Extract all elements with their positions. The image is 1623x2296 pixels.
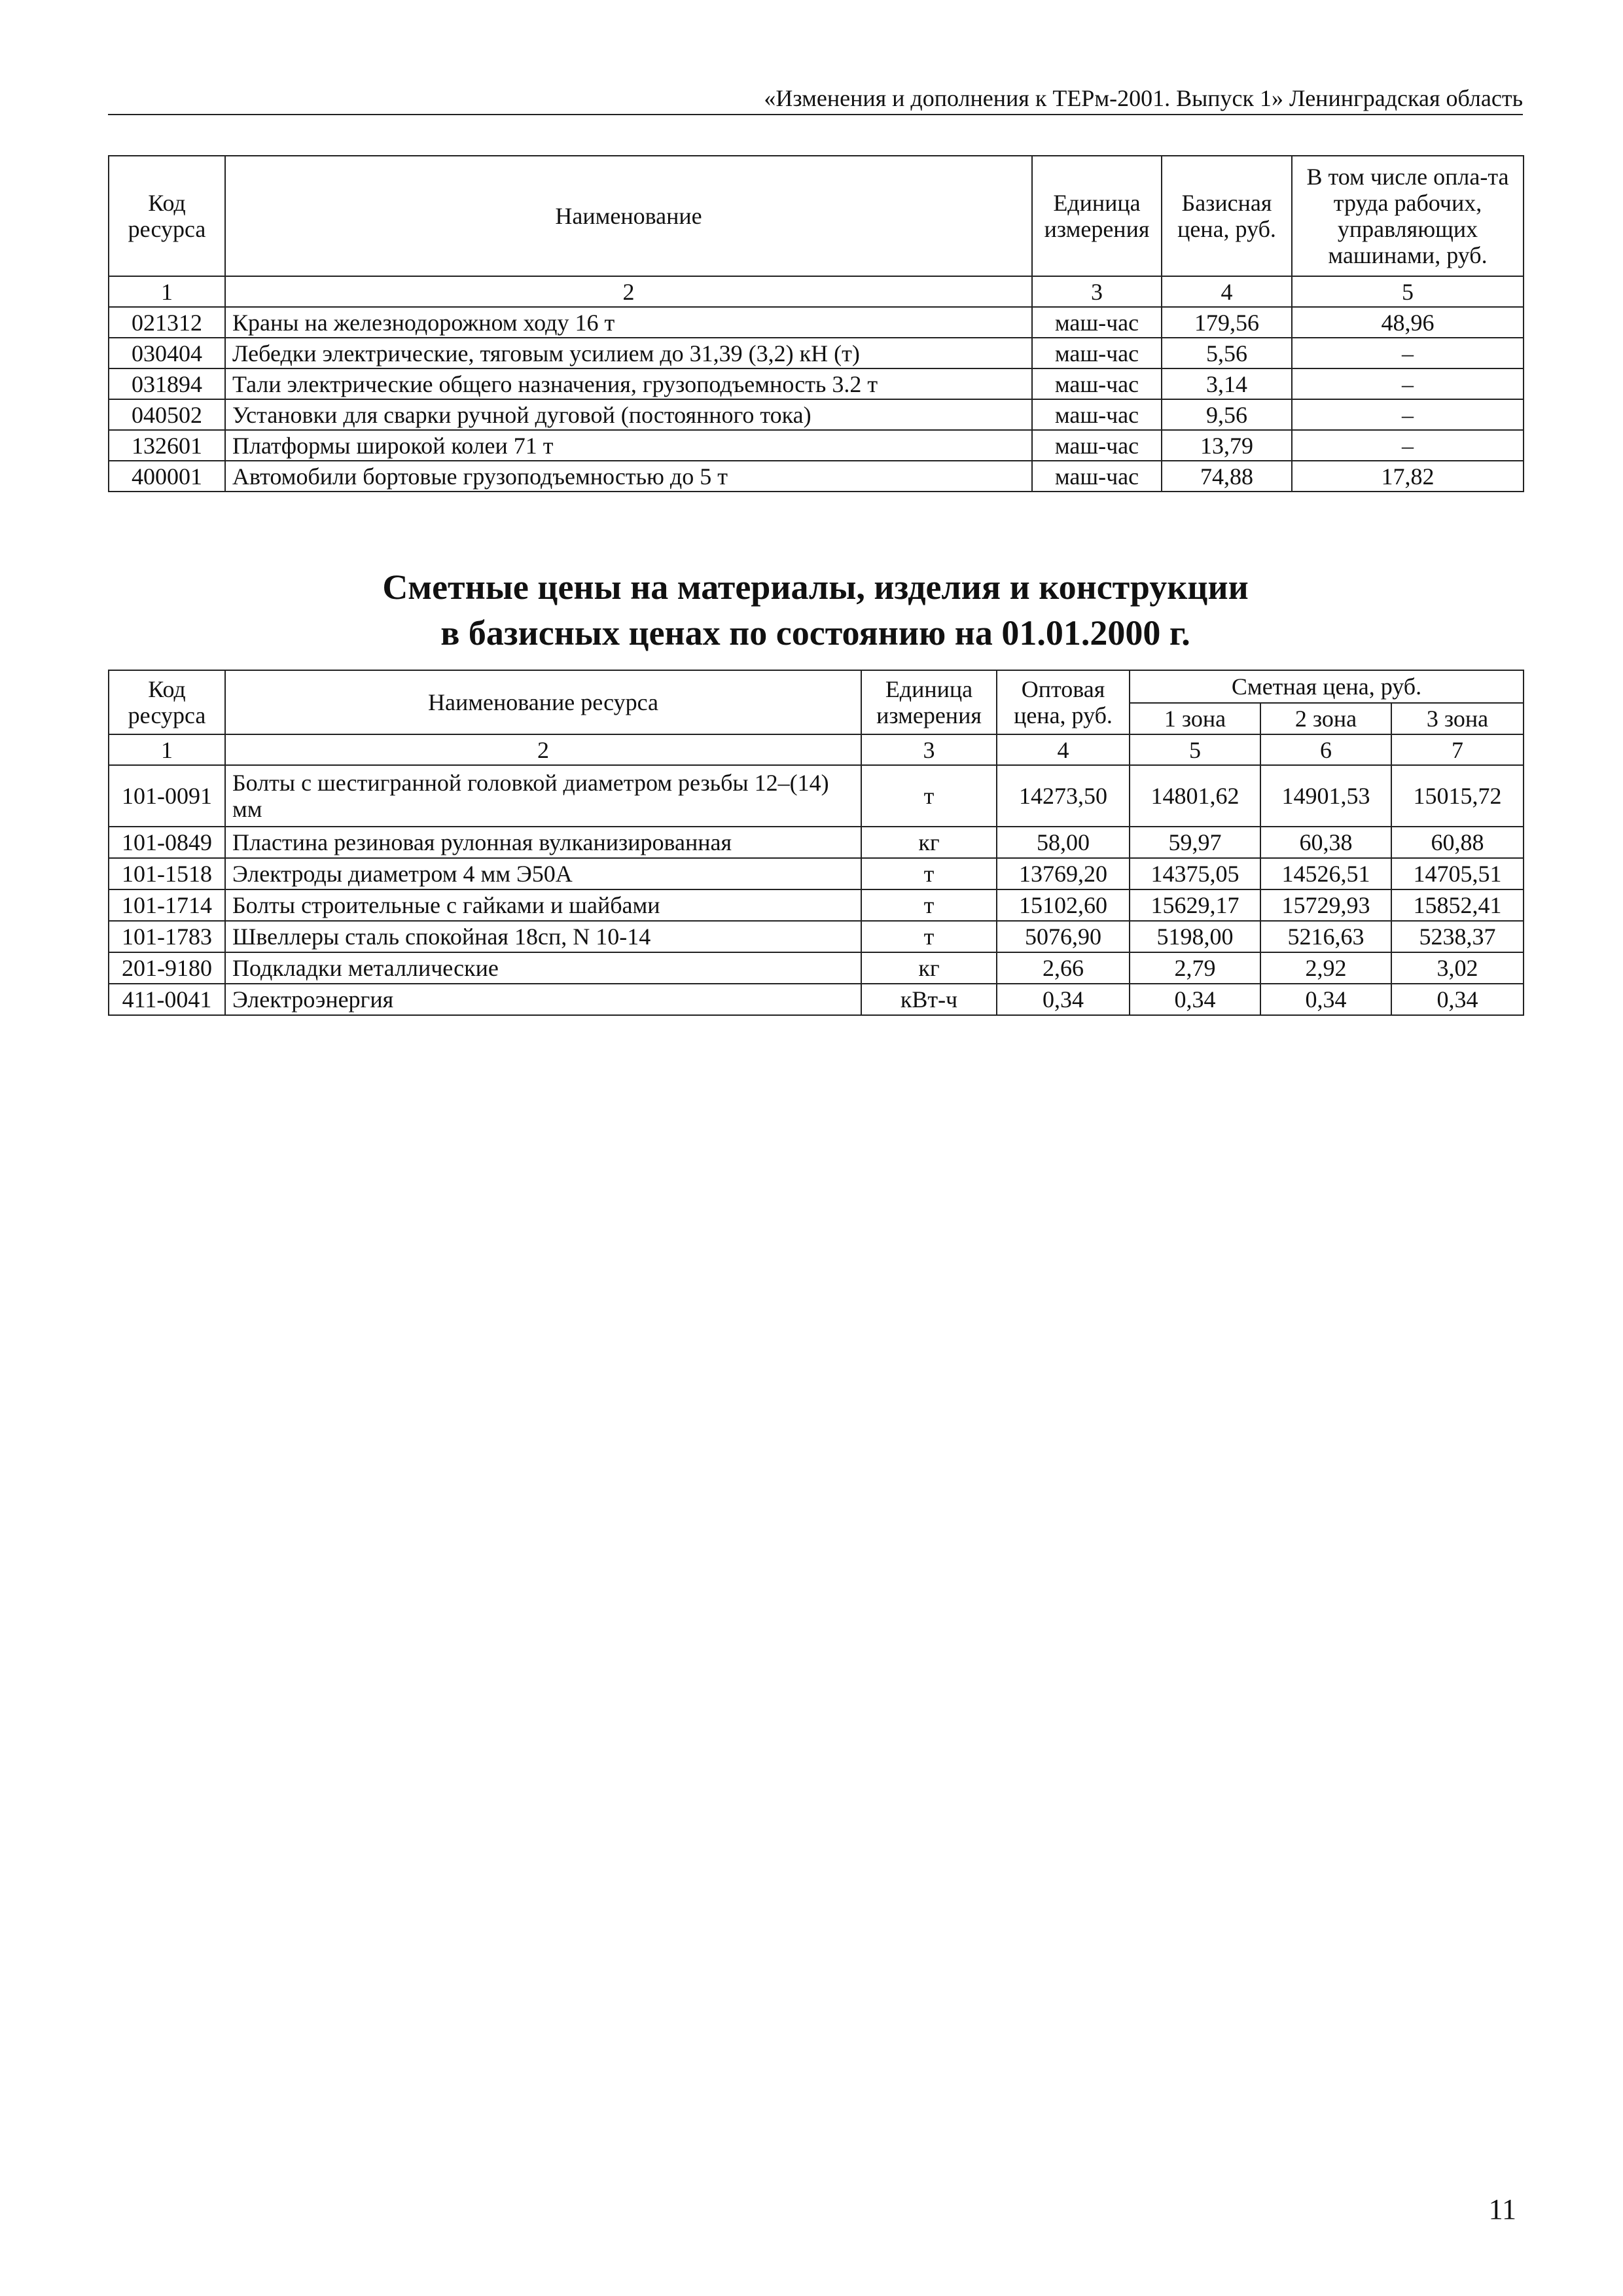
resource-name: Болты с шестигранной головкой диаметром резьбы 12–(14) мм [225, 765, 861, 827]
running-title: «Изменения и дополнения к ТЕРм-2001. Выпуск 1» Ленинградская область [764, 85, 1523, 111]
materials-table [108, 670, 1524, 1016]
column-number: 4 [1162, 276, 1292, 307]
column-number: 3 [1032, 276, 1162, 307]
resource-unit: кг [861, 827, 997, 858]
zone-2-price: 14526,51 [1260, 858, 1391, 889]
column-number: 3 [861, 734, 997, 765]
resource-code: 101-0849 [109, 827, 225, 858]
table-row [109, 952, 1524, 984]
resource-code: 021312 [109, 307, 225, 338]
zone-2-price: 2,92 [1260, 952, 1391, 984]
resource-code: 101-1714 [109, 889, 225, 921]
header-unit: Единица измерения [1032, 156, 1162, 276]
wholesale-price: 58,00 [997, 827, 1130, 858]
resource-code: 411-0041 [109, 984, 225, 1015]
zone-2-price: 0,34 [1260, 984, 1391, 1015]
table-row [109, 368, 1524, 399]
zone-1-price: 5198,00 [1130, 921, 1260, 952]
resource-name: Электроэнергия [225, 984, 861, 1015]
resource-code: 101-1518 [109, 858, 225, 889]
section-title-line-2: в базисных ценах по состоянию на 01.01.2000 г. [440, 613, 1190, 653]
column-number: 7 [1391, 734, 1524, 765]
resource-unit: маш-час [1032, 368, 1162, 399]
resource-code: 040502 [109, 399, 225, 430]
base-price: 3,14 [1162, 368, 1292, 399]
wholesale-price: 5076,90 [997, 921, 1130, 952]
labor-cost: 48,96 [1292, 307, 1524, 338]
wholesale-price: 2,66 [997, 952, 1130, 984]
base-price: 179,56 [1162, 307, 1292, 338]
zone-3-price: 15852,41 [1391, 889, 1524, 921]
zone-3-price: 3,02 [1391, 952, 1524, 984]
resource-code: 201-9180 [109, 952, 225, 984]
labor-cost: – [1292, 368, 1524, 399]
resource-code: 030404 [109, 338, 225, 368]
resource-name: Платформы широкой колеи 71 т [225, 430, 1032, 461]
header-zone-1: 1 зона [1130, 703, 1260, 734]
column-number-row [109, 276, 1524, 307]
labor-cost: 17,82 [1292, 461, 1524, 492]
resource-unit: маш-час [1032, 338, 1162, 368]
resource-name: Пластина резиновая рулонная вулканизированная [225, 827, 861, 858]
column-number: 2 [225, 276, 1032, 307]
zone-1-price: 14375,05 [1130, 858, 1260, 889]
header-code: Код ресурса [109, 670, 225, 734]
resource-unit: маш-час [1032, 399, 1162, 430]
base-price: 74,88 [1162, 461, 1292, 492]
section-title-line-1: Сметные цены на материалы, изделия и конструкции [382, 567, 1249, 607]
zone-2-price: 60,38 [1260, 827, 1391, 858]
labor-cost: – [1292, 430, 1524, 461]
header-code: Код ресурса [109, 156, 225, 276]
resource-unit: т [861, 889, 997, 921]
wholesale-price: 13769,20 [997, 858, 1130, 889]
zone-2-price: 5216,63 [1260, 921, 1391, 952]
resource-code: 031894 [109, 368, 225, 399]
header-zone-2: 2 зона [1260, 703, 1391, 734]
base-price: 13,79 [1162, 430, 1292, 461]
table-row [109, 858, 1524, 889]
zone-3-price: 14705,51 [1391, 858, 1524, 889]
resource-unit: т [861, 858, 997, 889]
resource-unit: кВт-ч [861, 984, 997, 1015]
zone-1-price: 59,97 [1130, 827, 1260, 858]
resource-unit: т [861, 765, 997, 827]
resource-unit: т [861, 921, 997, 952]
table-row [109, 307, 1524, 338]
table-row [109, 765, 1524, 827]
resource-name: Швеллеры сталь спокойная 18сп, N 10-14 [225, 921, 861, 952]
resource-code: 101-0091 [109, 765, 225, 827]
table-row [109, 399, 1524, 430]
page-number: 11 [1488, 2193, 1516, 2225]
wholesale-price: 14273,50 [997, 765, 1130, 827]
zone-3-price: 60,88 [1391, 827, 1524, 858]
table-row [109, 984, 1524, 1015]
header-wholesale-price: Оптовая цена, руб. [997, 670, 1130, 734]
column-number: 5 [1130, 734, 1260, 765]
labor-cost: – [1292, 338, 1524, 368]
column-number: 6 [1260, 734, 1391, 765]
resource-name: Тали электрические общего назначения, грузоподъемность 3.2 т [225, 368, 1032, 399]
header-labor-cost: В том числе опла-та труда рабочих, управляющих машинами, руб. [1292, 156, 1524, 276]
resource-name: Электроды диаметром 4 мм Э50А [225, 858, 861, 889]
machines-table [108, 155, 1524, 492]
zone-1-price: 15629,17 [1130, 889, 1260, 921]
header-name: Наименование ресурса [225, 670, 861, 734]
zone-2-price: 15729,93 [1260, 889, 1391, 921]
column-number: 1 [109, 276, 225, 307]
header-estimate-price: Сметная цена, руб. [1130, 670, 1524, 703]
resource-name: Лебедки электрические, тяговым усилием до 31,39 (3,2) кН (т) [225, 338, 1032, 368]
header-name: Наименование [225, 156, 1032, 276]
zone-3-price: 15015,72 [1391, 765, 1524, 827]
column-number: 1 [109, 734, 225, 765]
resource-unit: кг [861, 952, 997, 984]
column-number: 4 [997, 734, 1130, 765]
header-base-price: Базисная цена, руб. [1162, 156, 1292, 276]
labor-cost: – [1292, 399, 1524, 430]
wholesale-price: 15102,60 [997, 889, 1130, 921]
table-row [109, 889, 1524, 921]
section-title [108, 564, 1523, 656]
base-price: 9,56 [1162, 399, 1292, 430]
column-number: 2 [225, 734, 861, 765]
wholesale-price: 0,34 [997, 984, 1130, 1015]
table-row [109, 461, 1524, 492]
resource-unit: маш-час [1032, 461, 1162, 492]
zone-3-price: 5238,37 [1391, 921, 1524, 952]
table-row [109, 827, 1524, 858]
zone-1-price: 14801,62 [1130, 765, 1260, 827]
column-number: 5 [1292, 276, 1524, 307]
resource-name: Автомобили бортовые грузоподъемностью до 5 т [225, 461, 1032, 492]
resource-name: Болты строительные с гайками и шайбами [225, 889, 861, 921]
resource-name: Подкладки металлические [225, 952, 861, 984]
resource-unit: маш-час [1032, 307, 1162, 338]
table-row [109, 921, 1524, 952]
table-row [109, 338, 1524, 368]
resource-name: Краны на железнодорожном ходу 16 т [225, 307, 1032, 338]
header-unit: Единица измерения [861, 670, 997, 734]
resource-code: 400001 [109, 461, 225, 492]
resource-code: 101-1783 [109, 921, 225, 952]
zone-2-price: 14901,53 [1260, 765, 1391, 827]
table-header-row [109, 670, 1524, 703]
zone-3-price: 0,34 [1391, 984, 1524, 1015]
zone-1-price: 0,34 [1130, 984, 1260, 1015]
table-header-row [109, 156, 1524, 276]
resource-code: 132601 [109, 430, 225, 461]
column-number-row [109, 734, 1524, 765]
table-row [109, 430, 1524, 461]
base-price: 5,56 [1162, 338, 1292, 368]
zone-1-price: 2,79 [1130, 952, 1260, 984]
header-divider [108, 114, 1523, 115]
header-zone-3: 3 зона [1391, 703, 1524, 734]
resource-unit: маш-час [1032, 430, 1162, 461]
resource-name: Установки для сварки ручной дуговой (постоянного тока) [225, 399, 1032, 430]
